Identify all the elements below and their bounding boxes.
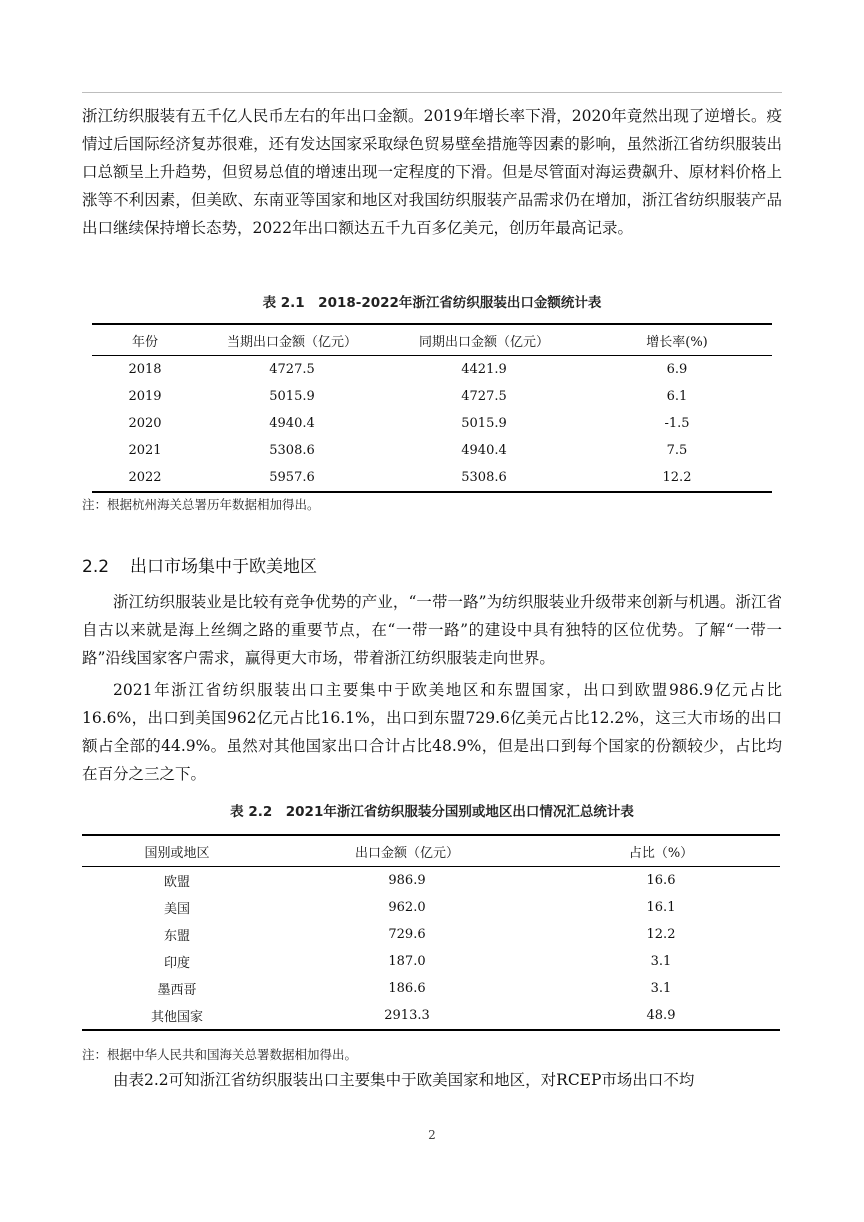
- column-header-current-export: 当期出口金额（亿元）: [198, 324, 386, 356]
- table-cell: 5308.6: [386, 464, 582, 492]
- section-number: 2.2: [82, 557, 110, 577]
- paragraph-export-overview: 浙江纺织服装有五千亿人民币左右的年出口金额。2019年增长率下滑，2020年竟然出现了逆增长。疫情过后国际经济复苏很难，还有发达国家采取绿色贸易壁垒措施等因素的影响，虽然浙江省纺织服装出口总额呈上升趋势，但贸易总值的增速出现一定程度的下滑。但是尽管面对海运费飙升、原材料价格上涨等不利因素，但美欧、东南亚等国家和地区对我国纺织服装产品需求仍在增加，浙江省纺织服装产品出口继续保持增长态势，2022年出口额达五千九百多亿美元，创历年最高记录。: [82, 107, 782, 237]
- table-cell: 墨西哥: [157, 983, 197, 998]
- table-2-2: [82, 834, 780, 1031]
- table-cell: 186.6: [388, 981, 426, 996]
- table-cell: 5015.9: [461, 416, 507, 431]
- section-title: 出口市场集中于欧美地区: [130, 557, 317, 577]
- table-cell: 6.1: [666, 389, 688, 404]
- table-cell: 其他国家: [82, 1002, 272, 1030]
- table-cell: 2018: [128, 362, 162, 377]
- table-cell: 2913.3: [272, 1002, 542, 1030]
- table-cell: 16.6: [646, 873, 676, 888]
- table-cell: 5015.9: [269, 389, 315, 404]
- section-heading: [82, 552, 317, 577]
- column-header-region: 国别或地区: [82, 835, 272, 867]
- table-cell: 4940.4: [269, 416, 315, 431]
- table-cell: 欧盟: [163, 875, 190, 890]
- table-cell: 187.0: [388, 954, 426, 969]
- table-row: [82, 948, 780, 975]
- table-cell: 5957.6: [198, 464, 386, 492]
- table-cell: 2020: [128, 416, 162, 431]
- table-header-row: [92, 324, 772, 356]
- table-row: [92, 464, 772, 492]
- table-cell: 12.2: [582, 464, 772, 492]
- table-cell: 4727.5: [461, 389, 507, 404]
- table-cell: 2019: [128, 389, 162, 404]
- table-row: [82, 894, 780, 921]
- table-cell: 729.6: [388, 927, 426, 942]
- table-2-1: [92, 323, 772, 493]
- column-header-share: 占比（%）: [542, 835, 780, 867]
- table-cell: 3.1: [650, 981, 672, 996]
- table-header-row: [82, 835, 780, 867]
- table-row: [92, 437, 772, 464]
- table-2-2-caption: 表 2.2 2021年浙江省纺织服装分国别或地区出口情况汇总统计表: [230, 804, 634, 820]
- table-cell: 986.9: [388, 873, 426, 888]
- table-cell: 2022: [92, 464, 198, 492]
- table-row: [82, 975, 780, 1002]
- page-number: 2: [428, 1128, 436, 1142]
- table-cell: 16.1: [646, 900, 676, 915]
- table-2-2-note: 注：根据中华人民共和国海关总署数据相加得出。: [82, 1047, 358, 1062]
- paragraph-market-distribution: 2021年浙江省纺织服装出口主要集中于欧美地区和东盟国家，出口到欧盟986.9亿元占比16.6%，出口到美国962亿元占比16.1%，出口到东盟729.6亿美元占比12.2%，这三大市场的出口额占全部的44.9%。虽然对其他国家出口合计占比48.9%，但是出口到每个国家的份额较少，占比均在百分之三之下。: [82, 681, 782, 783]
- table-cell: 12.2: [646, 927, 676, 942]
- table-row: [82, 921, 780, 948]
- table-cell: 7.5: [666, 443, 688, 458]
- table-2-1-note: 注：根据杭州海关总署历年数据相加得出。: [82, 497, 320, 512]
- table-cell: 美国: [163, 902, 190, 917]
- table-cell: 6.9: [666, 362, 688, 377]
- table-cell: 5308.6: [269, 443, 315, 458]
- paragraph-belt-and-road: 浙江纺织服装业是比较有竞争优势的产业，“一带一路”为纺织服装业升级带来创新与机遇。浙江省自古以来就是海上丝绸之路的重要节点，在“一带一路”的建设中具有独特的区位优势。了解“一带一路”沿线国家客户需求，赢得更大市场，带着浙江纺织服装走向世界。: [82, 593, 782, 667]
- table-cell: 2021: [128, 443, 162, 458]
- table-cell: 4940.4: [461, 443, 507, 458]
- paragraph-rcep: 由表2.2可知浙江省纺织服装出口主要集中于欧美国家和地区，对RCEP市场出口不均: [113, 1071, 695, 1089]
- table-cell: 48.9: [542, 1002, 780, 1030]
- table-cell: 4727.5: [269, 362, 315, 377]
- table-row: [92, 410, 772, 437]
- table-row: [92, 383, 772, 410]
- table-row: [82, 1002, 780, 1030]
- table-cell: 3.1: [650, 954, 672, 969]
- column-header-year: 年份: [92, 324, 198, 356]
- table-2-1-caption: 表 2.1 2018-2022年浙江省纺织服装出口金额统计表: [262, 295, 602, 311]
- header-rule: [82, 92, 782, 93]
- table-cell: -1.5: [664, 416, 690, 431]
- table-cell: 印度: [163, 956, 190, 971]
- column-header-prior-export: 同期出口金额（亿元）: [386, 324, 582, 356]
- table-cell: 4421.9: [461, 362, 507, 377]
- table-cell: 东盟: [163, 929, 190, 944]
- column-header-export-amount: 出口金额（亿元）: [272, 835, 542, 867]
- column-header-growth-rate: 增长率(%): [582, 324, 772, 356]
- table-cell: 962.0: [388, 900, 426, 915]
- table-row: [92, 356, 772, 384]
- table-row: [82, 867, 780, 895]
